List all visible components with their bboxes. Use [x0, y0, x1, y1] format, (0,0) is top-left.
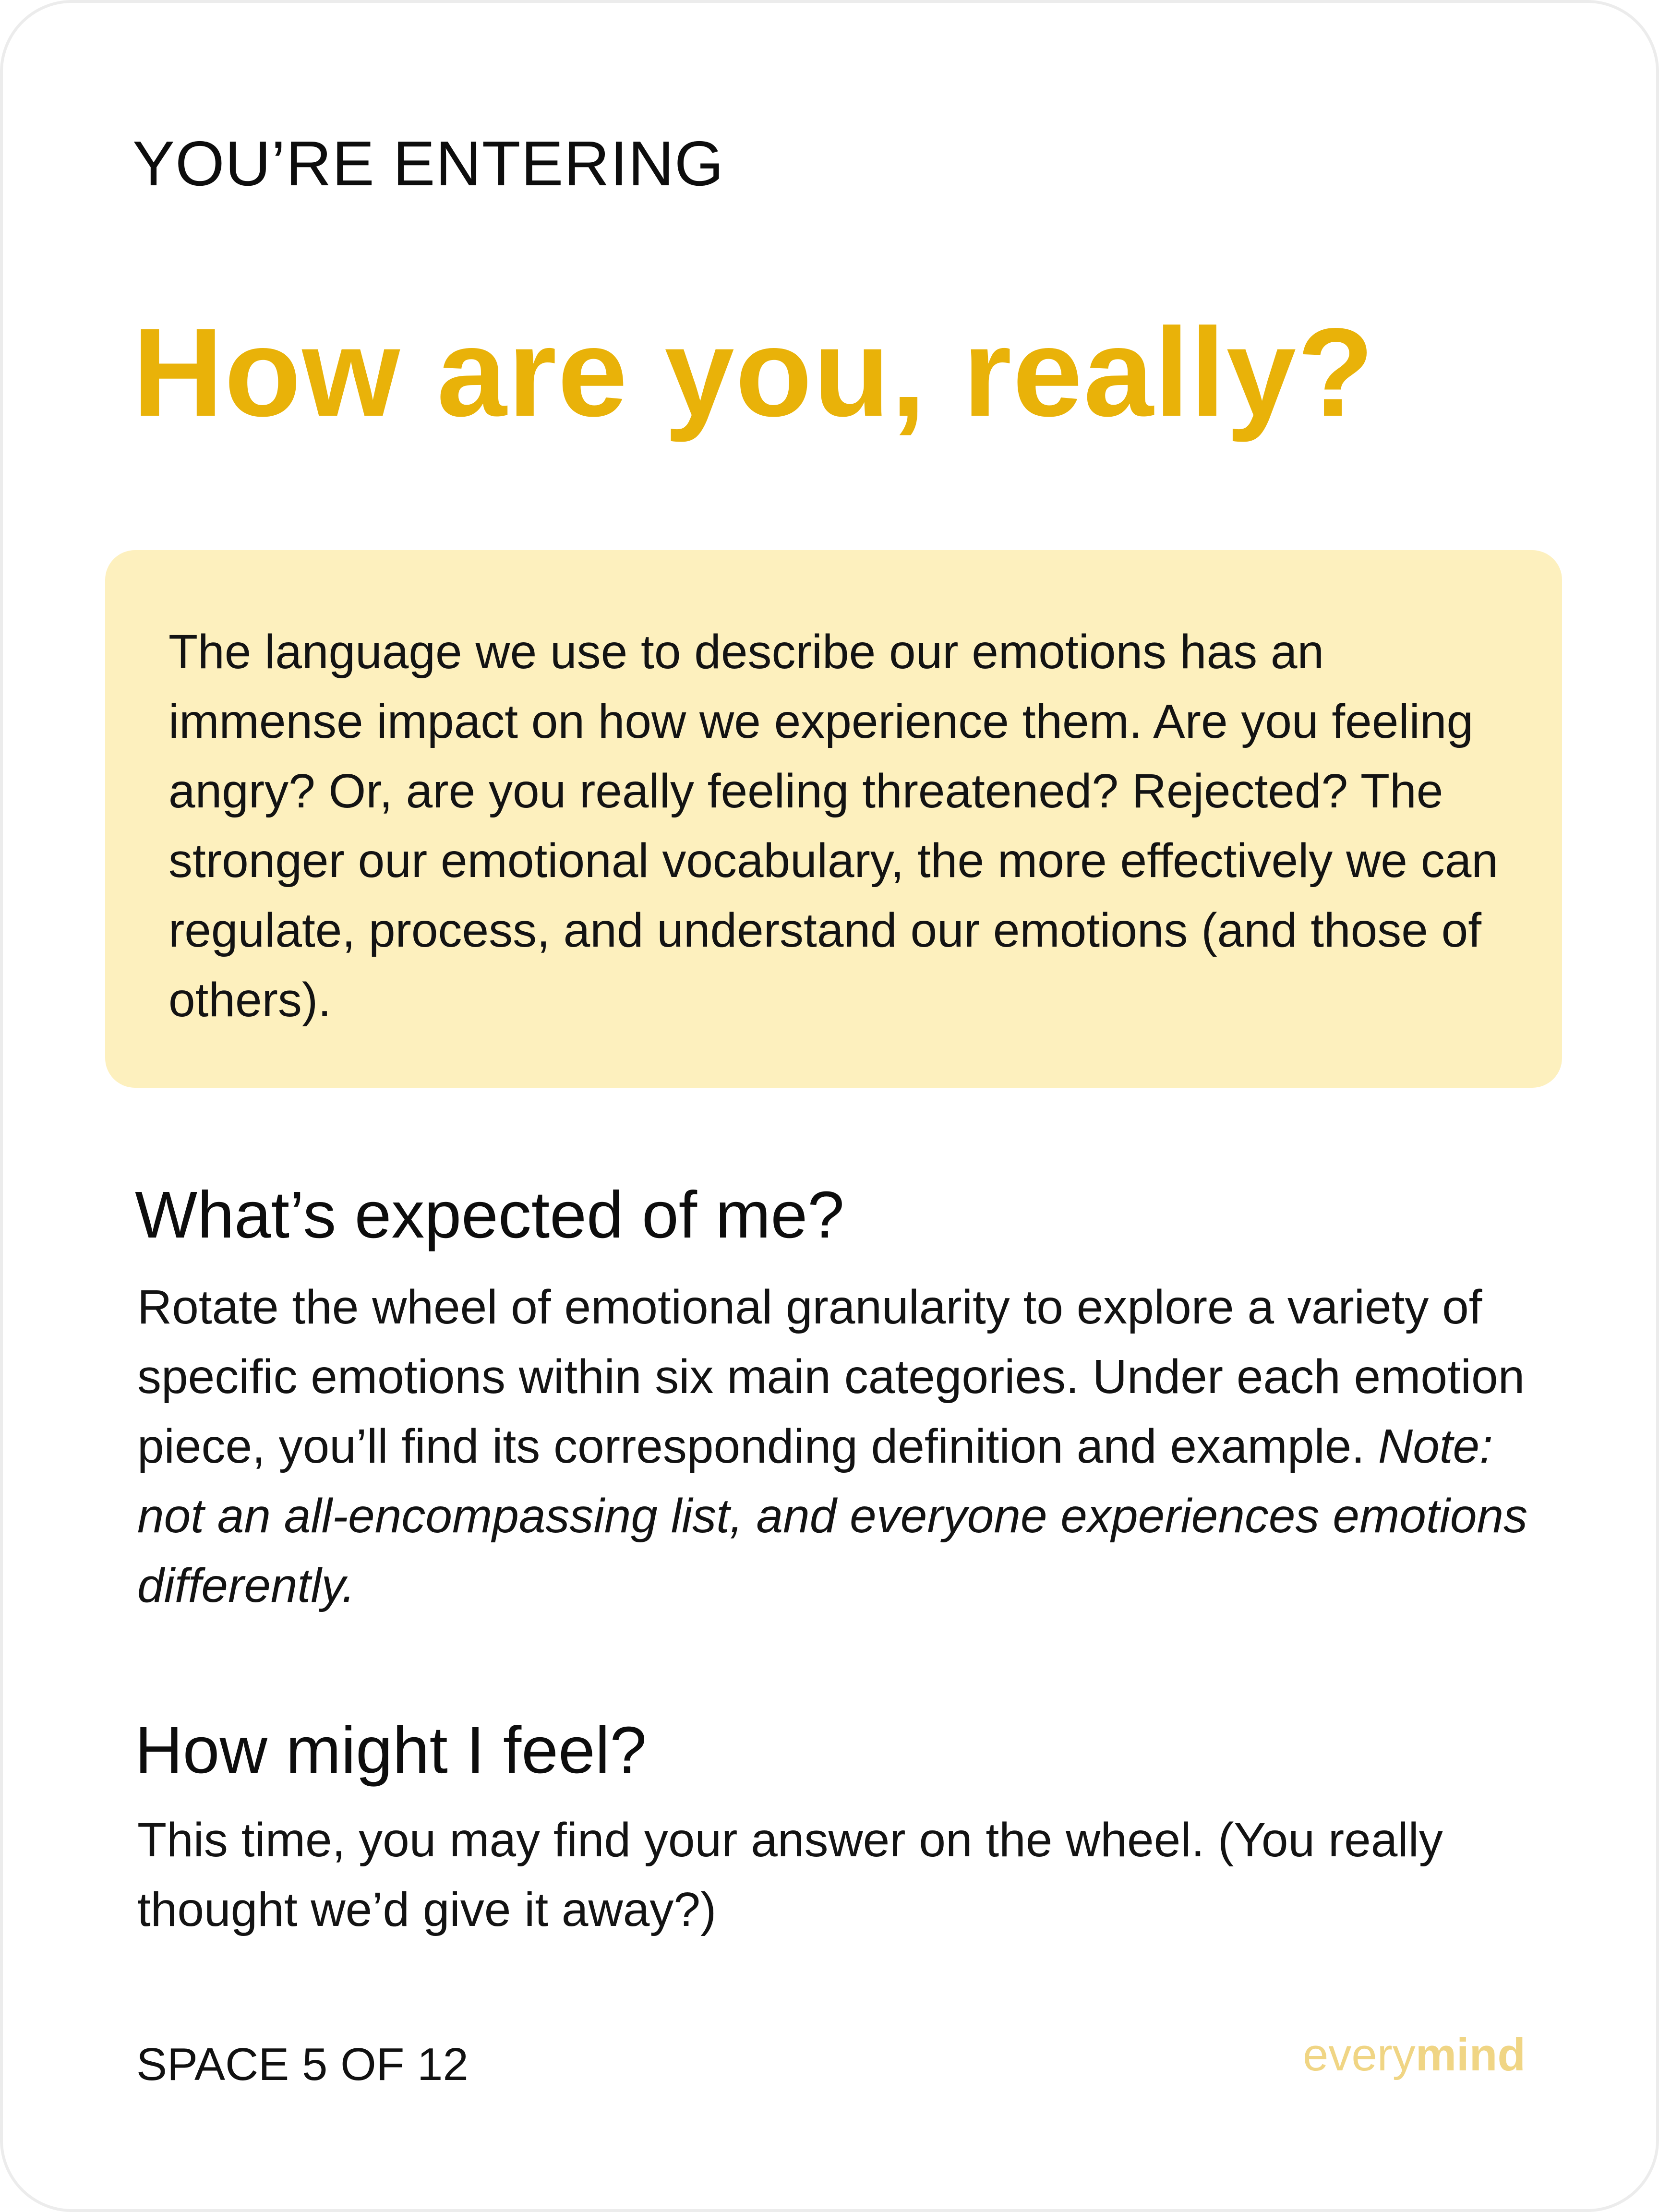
note-text: : not an all-encompassing list, and everyone experiences emotions differently.	[137, 1419, 1528, 1612]
page-title: How are you, really?	[132, 302, 1375, 443]
expected-body-text: Rotate the wheel of emotional granularity to explore a variety of specific emotions within six main categories. Under each emotion piece, you’ll find its corresponding definition and example.	[137, 1280, 1525, 1473]
intro-callout	[105, 550, 1562, 1088]
logo-every: every	[1302, 2029, 1416, 2080]
expected-body	[137, 1273, 1529, 1621]
logo-mind: mind	[1415, 2029, 1526, 2080]
feel-heading: How might I feel?	[135, 1713, 647, 1787]
space-counter: SPACE 5 OF 12	[136, 2039, 469, 2090]
note-label: Note	[1378, 1419, 1480, 1473]
entering-label: YOU’RE ENTERING	[132, 128, 724, 199]
intro-text: The language we use to describe our emotions has an immense impact on how we experience them. Are you feeling angry? Or, are you really feeling threatened? Rejected? The stronger our emotional vocabulary, the more effectively we can regulate, process, and understand our emotions (and those of others).	[168, 625, 1498, 1027]
feel-body: This time, you may find your answer on the wheel. (You really thought we’d give it away?)	[137, 1813, 1443, 1936]
everymind-logo	[1303, 2026, 1526, 2084]
expected-heading: What’s expected of me?	[135, 1178, 844, 1252]
